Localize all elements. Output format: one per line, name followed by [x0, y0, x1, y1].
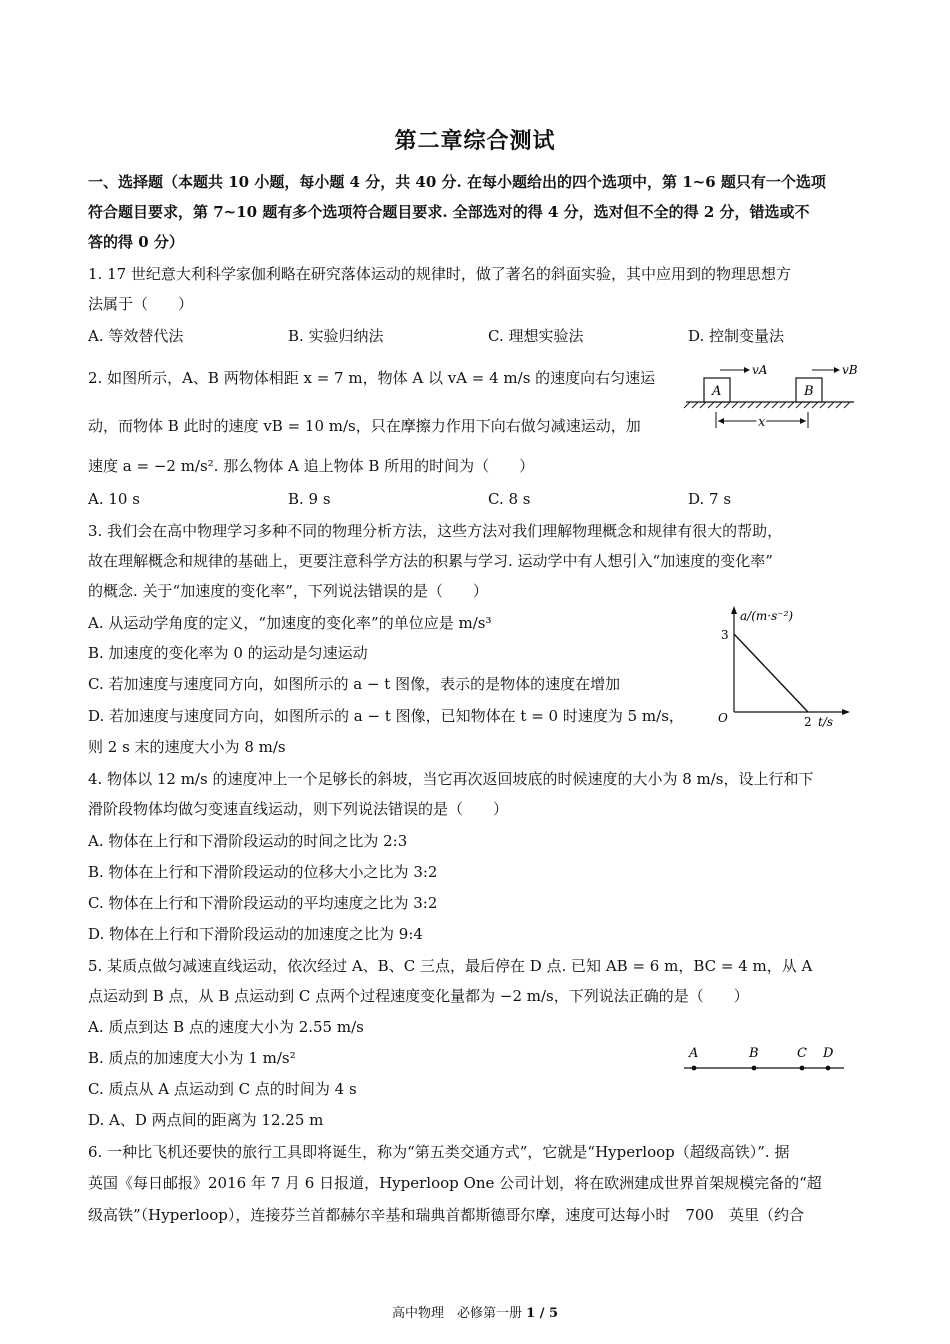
footer-page-number: 1 / 5 [526, 1306, 559, 1321]
block-b-label: B [804, 384, 814, 399]
point-a-dot [692, 1066, 697, 1071]
block-a-label: A [712, 384, 722, 399]
origin-label: O [718, 711, 728, 725]
q5-option-a: A. 质点到达 B 点的速度大小为 2.55 m/s [88, 1018, 364, 1036]
q1-option-b: B. 实验归纳法 [288, 327, 384, 345]
q5-points-figure [680, 1040, 850, 1080]
point-c-dot [800, 1066, 805, 1071]
q4-option-c: C. 物体在上行和下滑阶段运动的平均速度之比为 3:2 [88, 894, 438, 912]
y-axis-label: a/(m·s⁻²) [740, 609, 794, 623]
graph-line [734, 634, 808, 712]
q5-option-c: C. 质点从 A 点运动到 C 点的时间为 4 s [88, 1080, 357, 1098]
q4-option-b: B. 物体在上行和下滑阶段运动的位移大小之比为 3:2 [88, 863, 438, 881]
arrow-va-label: vA [752, 363, 768, 377]
q1-stem-line-2: 法属于（ ） [88, 295, 194, 313]
q3-stem-line-1: 3. 我们会在高中物理学习多种不同的物理分析方法，这些方法对我们理解物理概念和规律有很大的帮助， [88, 522, 783, 540]
x-axis-arrow [842, 709, 850, 715]
q6-stem-line-3: 级高铁”（Hyperloop），连接芬兰首都赫尔辛基和瑞典首都斯德哥尔摩，速度可达每小时 700 英里（约合 [88, 1206, 804, 1224]
q3-option-d-continued: 则 2 s 末的速度大小为 8 m/s [88, 738, 286, 756]
footer-subject: 高中物理 必修第一册 [391, 1306, 522, 1321]
point-c-label: C [797, 1046, 807, 1061]
q2-stem-line-2: 动，而物体 B 此时的速度 vB = 10 m/s，只在摩擦力作用下向右做匀减速运动，加 [88, 417, 641, 435]
q6-stem-line-2: 英国《每日邮报》2016 年 7 月 6 日报道，Hyperloop One 公司计划，将在欧洲建成世界首架规模完备的“超 [88, 1174, 822, 1192]
dim-arrow-right [800, 418, 806, 424]
point-a-label: A [689, 1046, 699, 1061]
q6-stem-line-1: 6. 一种比飞机还要快的旅行工具即将诞生，称为“第五类交通方式”，它就是“Hyperloop（超级高铁）”. 据 [88, 1143, 790, 1161]
x-axis-label: t/s [818, 715, 834, 728]
dim-label: x [758, 415, 766, 430]
q1-option-a: A. 等效替代法 [88, 327, 184, 345]
y-tick-label: 3 [721, 628, 729, 642]
arrow-vb-head [834, 367, 840, 373]
page-footer [0, 1302, 950, 1321]
x-tick-label: 2 [804, 715, 812, 728]
q3-stem-line-3: 的概念. 关于“加速度的变化率”，下列说法错误的是（ ） [88, 582, 488, 600]
section-instructions-line-3: 答的得 0 分） [88, 233, 184, 251]
q5-option-d: D. A、D 两点间的距离为 12.25 m [88, 1111, 324, 1129]
section-instructions-line-2: 符合题目要求，第 7~10 题有多个选项符合题目要求. 全部选对的得 4 分，选对但不全的得 2 分，错选或不 [88, 203, 810, 221]
q5-stem-line-2: 点运动到 B 点，从 B 点运动到 C 点两个过程速度变化量都为 −2 m/s，下列说法正确的是（ ） [88, 987, 749, 1005]
q5-stem-line-1: 5. 某质点做匀减速直线运动，依次经过 A、B、C 三点，最后停在 D 点. 已知 AB = 6 m，BC = 4 m，从 A [88, 957, 813, 975]
q4-stem-line-2: 滑阶段物体均做匀变速直线运动，则下列说法错误的是（ ） [88, 800, 509, 818]
point-b-dot [752, 1066, 757, 1071]
q4-stem-line-1: 4. 物体以 12 m/s 的速度冲上一个足够长的斜坡，当它再次返回坡底的时候速度的大小为 8 m/s，设上行和下 [88, 770, 814, 788]
point-d-dot [826, 1066, 831, 1071]
dim-arrow-left [718, 418, 724, 424]
arrow-vb-label: vB [842, 363, 858, 377]
q4-option-a: A. 物体在上行和下滑阶段运动的时间之比为 2:3 [88, 832, 408, 850]
q2-option-d: D. 7 s [688, 490, 732, 508]
q3-option-a: A. 从运动学角度的定义，“加速度的变化率”的单位应是 m/s³ [88, 614, 492, 632]
q1-stem-line-1: 1. 17 世纪意大利科学家伽利略在研究落体运动的规律时，做了著名的斜面实验，其中应用到的物理思想方 [88, 265, 791, 283]
y-axis-arrow [731, 606, 737, 614]
q2-stem-line-1: 2. 如图所示，A、B 两物体相距 x = 7 m，物体 A 以 vA = 4 m/s 的速度向右匀速运 [88, 369, 656, 387]
q2-option-b: B. 9 s [288, 490, 331, 508]
q2-motion-figure [682, 358, 862, 434]
q2-stem-line-3: 速度 a = −2 m/s². 那么物体 A 追上物体 B 所用的时间为（ ） [88, 457, 535, 475]
q3-at-graph [714, 604, 854, 728]
q3-option-b: B. 加速度的变化率为 0 的运动是匀速运动 [88, 644, 368, 662]
q3-option-c: C. 若加速度与速度同方向，如图所示的 a − t 图像，表示的是物体的速度在增加 [88, 675, 621, 693]
q3-option-d: D. 若加速度与速度同方向，如图所示的 a − t 图像，已知物体在 t = 0 时速度为 5 m/s， [88, 707, 684, 725]
point-b-label: B [749, 1046, 759, 1061]
q2-option-a: A. 10 s [88, 490, 140, 508]
q4-option-d: D. 物体在上行和下滑阶段运动的加速度之比为 9:4 [88, 925, 423, 943]
q1-option-d: D. 控制变量法 [688, 327, 785, 345]
ground-hatch [684, 402, 850, 408]
arrow-va-head [744, 367, 750, 373]
q1-option-c: C. 理想实验法 [488, 327, 584, 345]
point-d-label: D [823, 1046, 834, 1061]
q3-stem-line-2: 故在理解概念和规律的基础上，更要注意科学方法的积累与学习. 运动学中有人想引入“加速度的变化率” [88, 552, 773, 570]
q2-option-c: C. 8 s [488, 490, 531, 508]
page-title: 第二章综合测试 [394, 128, 556, 154]
section-instructions-line-1: 一、选择题（本题共 10 小题，每小题 4 分，共 40 分. 在每小题给出的四个选项中，第 1~6 题只有一个选项 [88, 173, 826, 191]
q5-option-b: B. 质点的加速度大小为 1 m/s² [88, 1049, 296, 1067]
